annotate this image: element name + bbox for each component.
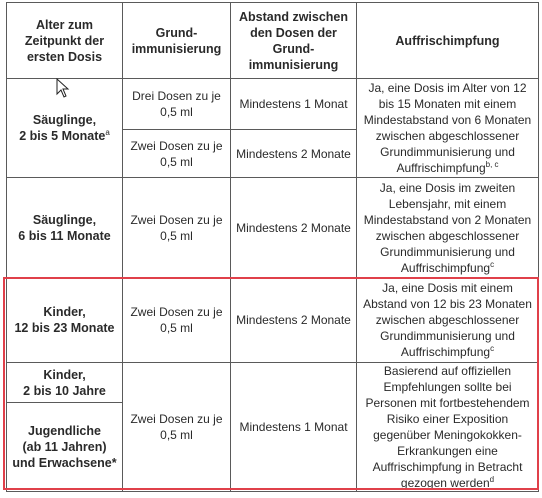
interval-cell: Mindestens 1 Monat <box>231 79 357 130</box>
header-booster: Auffrischimpfung <box>357 3 539 79</box>
primary-cell: Zwei Dosen zu je 0,5 ml <box>123 278 231 363</box>
primary-cell: Zwei Dosen zu je 0,5 ml <box>123 363 231 492</box>
table-row <box>7 178 539 278</box>
booster-cell: Basierend auf offiziellen Empfehlungen sollte bei Personen mit fortbestehendem Risiko einer Exposition gegenüber Meningokokken-Erkrankungen eine Auffrischimpfung in Betracht gezogen werden$^d$ <box>357 363 539 492</box>
age-cell-adolescents-adults: Jugendliche (ab 11 Jahren) und Erwachsene* <box>7 403 123 492</box>
table-row <box>7 79 539 130</box>
interval-cell: Mindestens 1 Monat <box>231 363 357 492</box>
header-interval: Abstand zwischen den Dosen der Grund-immunisierung <box>231 3 357 79</box>
primary-cell: Zwei Dosen zu je 0,5 ml <box>123 178 231 278</box>
age-cell-children-2-10: Kinder, 2 bis 10 Jahre <box>7 363 123 403</box>
primary-cell: Drei Dosen zu je 0,5 ml <box>123 79 231 130</box>
header-row <box>7 3 539 79</box>
table-row <box>7 278 539 363</box>
primary-cell: Zwei Dosen zu je 0,5 ml <box>123 130 231 178</box>
age-cell-children-12-23: Kinder, 12 bis 23 Monate <box>7 278 123 363</box>
header-age: Alter zum Zeitpunkt der ersten Dosis <box>7 3 123 79</box>
mouse-pointer-icon <box>56 78 70 98</box>
interval-cell: Mindestens 2 Monate <box>231 130 357 178</box>
age-cell-infants-2-5: Säuglinge, 2 bis 5 Monate$^a$ <box>7 79 123 178</box>
age-cell-infants-6-11: Säuglinge, 6 bis 11 Monate <box>7 178 123 278</box>
interval-cell: Mindestens 2 Monate <box>231 178 357 278</box>
interval-cell: Mindestens 2 Monate <box>231 278 357 363</box>
header-primary: Grund-immunisierung <box>123 3 231 79</box>
booster-cell: Ja, eine Dosis mit einem Abstand von 12 bis 23 Monaten zwischen abgeschlossener Grundimmunisierung und Auffrischimpfung$^c$ <box>357 278 539 363</box>
vaccination-schedule-table <box>6 2 539 492</box>
booster-cell: Ja, eine Dosis im zweiten Lebensjahr, mit einem Mindestabstand von 2 Monaten zwischen abgeschlossener Grundimmunisierung und Auffrischimpfung$^c$ <box>357 178 539 278</box>
booster-cell: Ja, eine Dosis im Alter von 12 bis 15 Monaten mit einem Mindestabstand von 6 Monaten zwischen abgeschlossener Grundimmunisierung und Auffrischimpfung$^{b, c}$ <box>357 79 539 178</box>
table-row <box>7 363 539 403</box>
